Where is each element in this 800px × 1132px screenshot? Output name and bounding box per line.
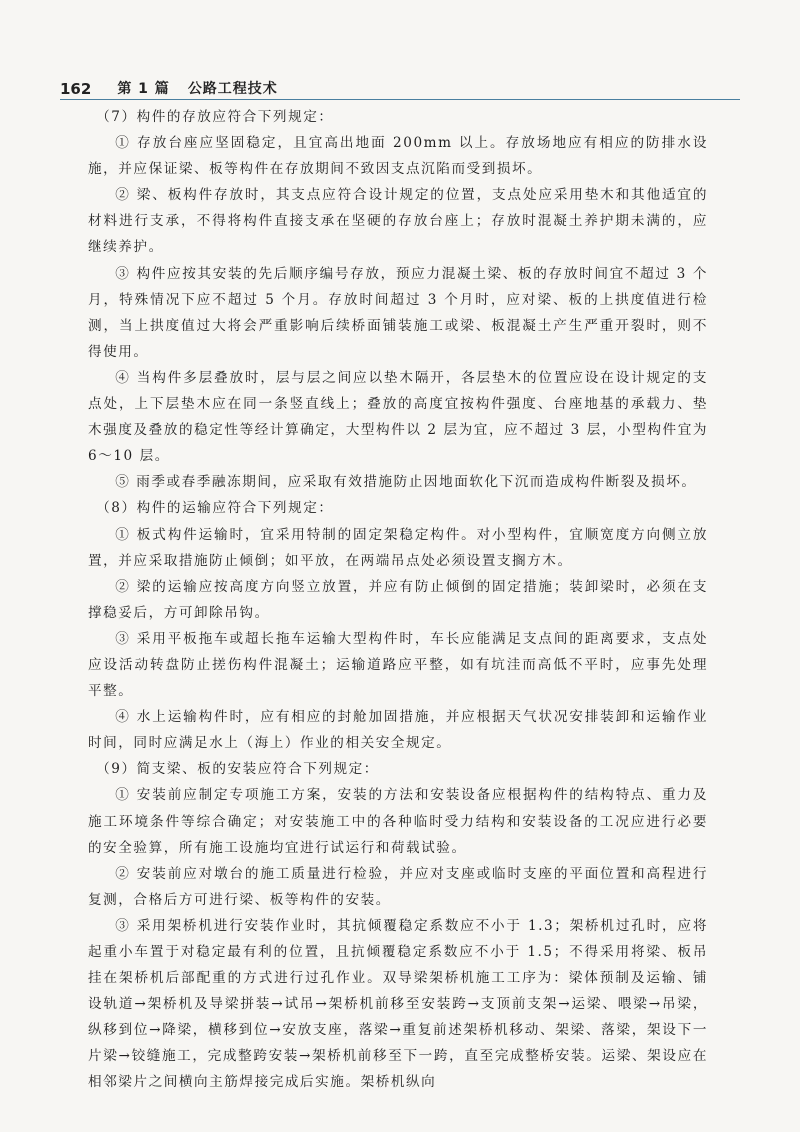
paragraph: ③ 采用平板拖车或超长拖车运输大型构件时，车长应能满足支点间的距离要求，支点处应设活动转盘防止搓伤构件混凝土；运输道路应平整，如有坑洼而高低不平时，应事先处理平整。 (88, 630, 708, 700)
header-divider (60, 99, 740, 100)
paragraph: ④ 当构件多层叠放时，层与层之间应以垫木隔开，各层垫木的位置应设在设计规定的支点处，上下层垫木应在同一条竖直线上；叠放的高度宜按构件强度、台座地基的承载力、垫木强度及叠放的稳定性等经计算确定，大型构件以 2 层为宜，应不超过 3 层，小型构件宜为 6～10 层。 (88, 369, 708, 465)
chapter-label: 第 1 篇 (117, 81, 170, 97)
chapter-title: 公路工程技术 (187, 81, 278, 97)
paragraph: ④ 水上运输构件时，应有相应的封舱加固措施，并应根据天气状况安排装卸和运输作业时间，同时应满足水上（海上）作业的相关安全规定。 (88, 709, 708, 752)
section-heading: （9）简支梁、板的安装应符合下列规定： (96, 761, 379, 778)
paragraph: ② 梁的运输应按高度方向竖立放置，并应有防止倾倒的固定措施；装卸梁时，必须在支撑稳妥后，方可卸除吊钩。 (88, 578, 708, 621)
paragraph: ② 梁、板构件存放时，其支点应符合设计规定的位置，支点处应采用垫木和其他适宜的材料进行支承，不得将构件直接支承在坚硬的存放台座上；存放时混凝土养护期未满的，应继续养护。 (88, 187, 708, 256)
section-heading: （7）构件的存放应符合下列规定： (96, 109, 334, 125)
paragraph: ① 板式构件运输时，宜采用特制的固定架稳定构件。对小型构件，宜顺宽度方向侧立放置，并应采取措施防止倾倒；如平放，在两端吊点处必须设置支搁方木。 (88, 526, 708, 569)
section-heading: （8）构件的运输应符合下列规定： (96, 500, 334, 517)
paragraph: ① 存放台座应坚固稳定，且宜高出地面 200mm 以上。存放场地应有相应的防排水设施，并应保证梁、板等构件在存放期间不致因支点沉陷而受到损坏。 (88, 135, 708, 178)
paragraph: ③ 构件应按其安装的先后顺序编号存放，预应力混凝土梁、板的存放时间宜不超过 3 个月，特殊情况下应不超过 5 个月。存放时间超过 3 个月时，应对梁、板的上拱度值进行检测，当上拱度值过大将会严重影响后续桥面铺装施工或梁、板混凝土产生严重开裂时，则不得使用。 (88, 265, 708, 360)
paragraph: ① 安装前应制定专项施工方案，安装的方法和安装设备应根据构件的结构特点、重力及施工环境条件等综合确定；对安装施工中的各种临时受力结构和安装设备的工况应进行必要的安全验算，所有施工设施均宜进行试运行和荷载试验。 (88, 787, 708, 856)
paragraph: ⑤ 雨季或春季融冻期间，应采取有效措施防止因地面软化下沉而造成构件断裂及损坏。 (115, 474, 697, 491)
body-text (88, 104, 708, 1096)
page-header (60, 70, 740, 98)
paragraph: ② 安装前应对墩台的施工质量进行检验，并应对支座或临时支座的平面位置和高程进行复测，合格后方可进行梁、板等构件的安装。 (88, 865, 708, 908)
page-number: 162 (60, 80, 92, 98)
paragraph: ③ 采用架桥机进行安装作业时，其抗倾覆稳定系数应不小于 1.3；架桥机过孔时，应将起重小车置于对稳定最有利的位置，且抗倾覆稳定系数应不小于 1.5；不得采用将梁、板吊挂在架桥机后部配重的方式进行过孔作业。双导梁架桥机施工工序为：梁体预制及运输、铺设轨道→架桥机及导梁拼装→试吊→架桥机前移至安装跨→支顶前支架→运梁、喂梁→吊梁，纵移到位→降梁，横移到位→安放支座，落梁→重复前述架桥机移动、架梁、落梁，架设下一片梁→铰缝施工，完成整跨安装→架桥机前移至下一跨，直至完成整桥安装。运梁、架设应在相邻梁片之间横向主筋焊接完成后实施。架桥机纵向 (88, 917, 708, 1091)
